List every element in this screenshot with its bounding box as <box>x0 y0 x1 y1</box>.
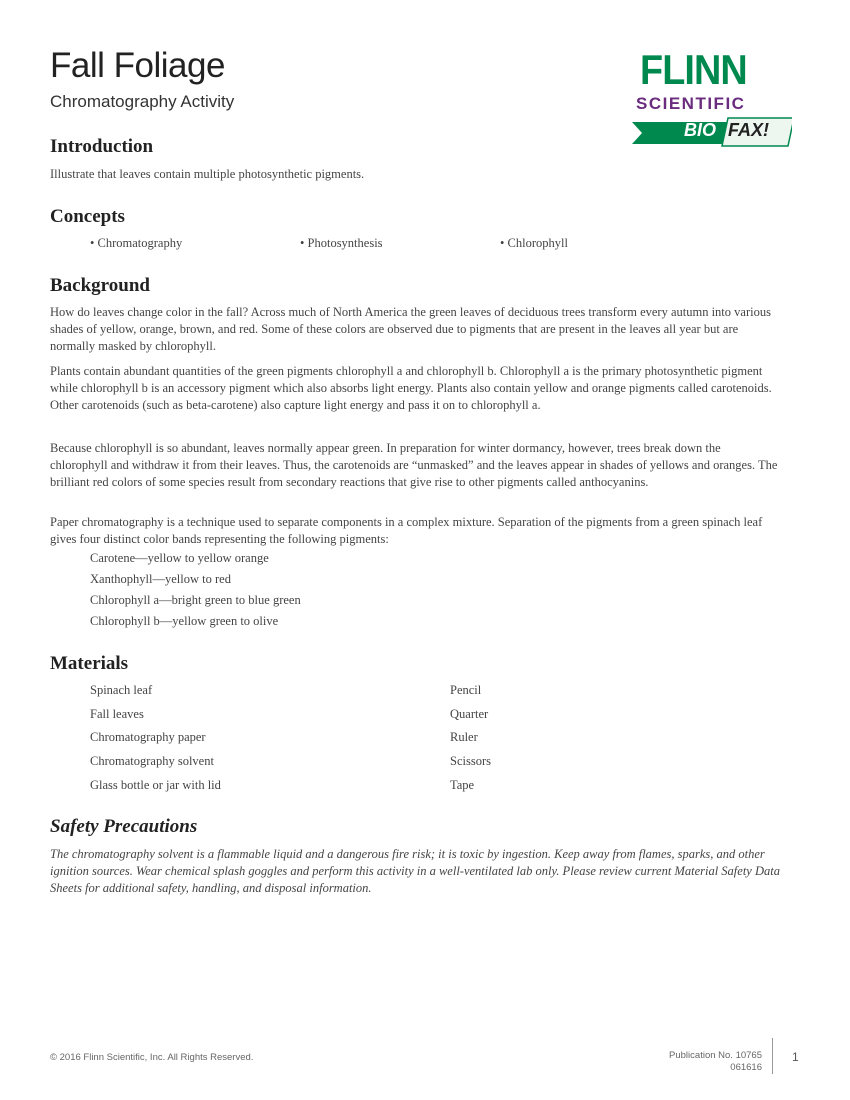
publication-number: Publication No. 10765 <box>669 1050 762 1061</box>
concept-item: • Chlorophyll <box>500 236 568 250</box>
page-subtitle: Chromatography Activity <box>50 92 235 111</box>
background-heading: Background <box>50 275 150 296</box>
logo-flinn-text: FLINN <box>640 46 747 93</box>
material-item: Spinach leaf <box>90 683 153 697</box>
background-paragraph-2: Plants contain abundant quantities of the green pigments chlorophyll a and chlorophyll b. Chlorophyll a is the primary photosynthetic pigment while chlorophyll b is an accessory pigment which also absorbs light energy. Plants also contain yellow and orange pigments called carotenoids. Other carotenoids (such as beta-carotene) also capture light energy and pass it on to chlorophyll a. <box>50 364 772 412</box>
background-paragraph-1: How do leaves change color in the fall? Across much of North America the green leaves of deciduous trees transform every autumn into various shades of yellow, orange, brown, and red. Some of these colors are observed due to pigments that are present in the leaves all year but are normally masked by chlorophyll. <box>50 305 771 353</box>
background-paragraph-3: Because chlorophyll is so abundant, leaves normally appear green. In preparation for winter dormancy, however, trees break down the chlorophyll and withdraw it from their leaves. Thus, the carotenoids are “unmasked” and the leaves appear in shades of yellows and oranges. The brilliant red colors of some species result from secondary reactions that give rise to other pigments called anthocyanins. <box>50 441 778 489</box>
logo-fax-text: FAX! <box>728 120 770 140</box>
logo-scientific-text: SCIENTIFIC <box>636 94 746 113</box>
footer-divider <box>772 1038 773 1074</box>
concepts-heading: Concepts <box>50 206 125 227</box>
material-item: Ruler <box>450 730 478 744</box>
background-paragraph-4: Paper chromatography is a technique used to separate components in a complex mixture. Separation of the pigments from a green spinach leaf gives four distinct color bands representing the following pigments: <box>50 515 763 546</box>
pigment-item: Carotene—yellow to yellow orange <box>90 551 269 565</box>
concept-item: • Photosynthesis <box>300 236 383 250</box>
footer-copyright: © 2016 Flinn Scientific, Inc. All Rights Reserved. <box>50 1052 254 1063</box>
safety-heading: Safety Precautions <box>50 816 198 837</box>
footer-publication <box>669 1050 762 1074</box>
material-item: Tape <box>450 778 475 792</box>
pigment-item: Chlorophyll b—yellow green to olive <box>90 614 279 628</box>
material-item: Quarter <box>450 707 489 721</box>
page-title: Fall Foliage <box>50 46 225 85</box>
pigment-item: Chlorophyll a—bright green to blue green <box>90 593 301 607</box>
concept-label: Photosynthesis <box>307 236 383 250</box>
material-item: Fall leaves <box>90 707 144 721</box>
introduction-heading: Introduction <box>50 136 154 157</box>
flinn-biofax-logo <box>628 44 798 154</box>
safety-text: The chromatography solvent is a flammable liquid and a dangerous fire risk; it is toxic by ingestion. Keep away from flames, sparks, and other ignition sources. Wear chemical splash goggles and perform this activity in a well-ventilated lab only. Please review current Material Safety Data Sheets for additional safety, handling, and disposal information. <box>50 847 780 895</box>
material-item: Chromatography solvent <box>90 754 214 768</box>
concept-item: • Chromatography <box>90 236 183 250</box>
pigment-item: Xanthophyll—yellow to red <box>90 572 231 586</box>
introduction-text: Illustrate that leaves contain multiple photosynthetic pigments. <box>50 167 365 181</box>
material-item: Glass bottle or jar with lid <box>90 778 221 792</box>
concept-label: Chromatography <box>97 236 183 250</box>
material-item: Scissors <box>450 754 491 768</box>
publication-code: 061616 <box>730 1062 762 1073</box>
logo-bio-text: BIO <box>684 120 717 140</box>
material-item: Chromatography paper <box>90 730 206 744</box>
material-item: Pencil <box>450 683 482 697</box>
concept-label: Chlorophyll <box>507 236 568 250</box>
page-number: 1 <box>792 1050 799 1064</box>
materials-heading: Materials <box>50 653 129 674</box>
